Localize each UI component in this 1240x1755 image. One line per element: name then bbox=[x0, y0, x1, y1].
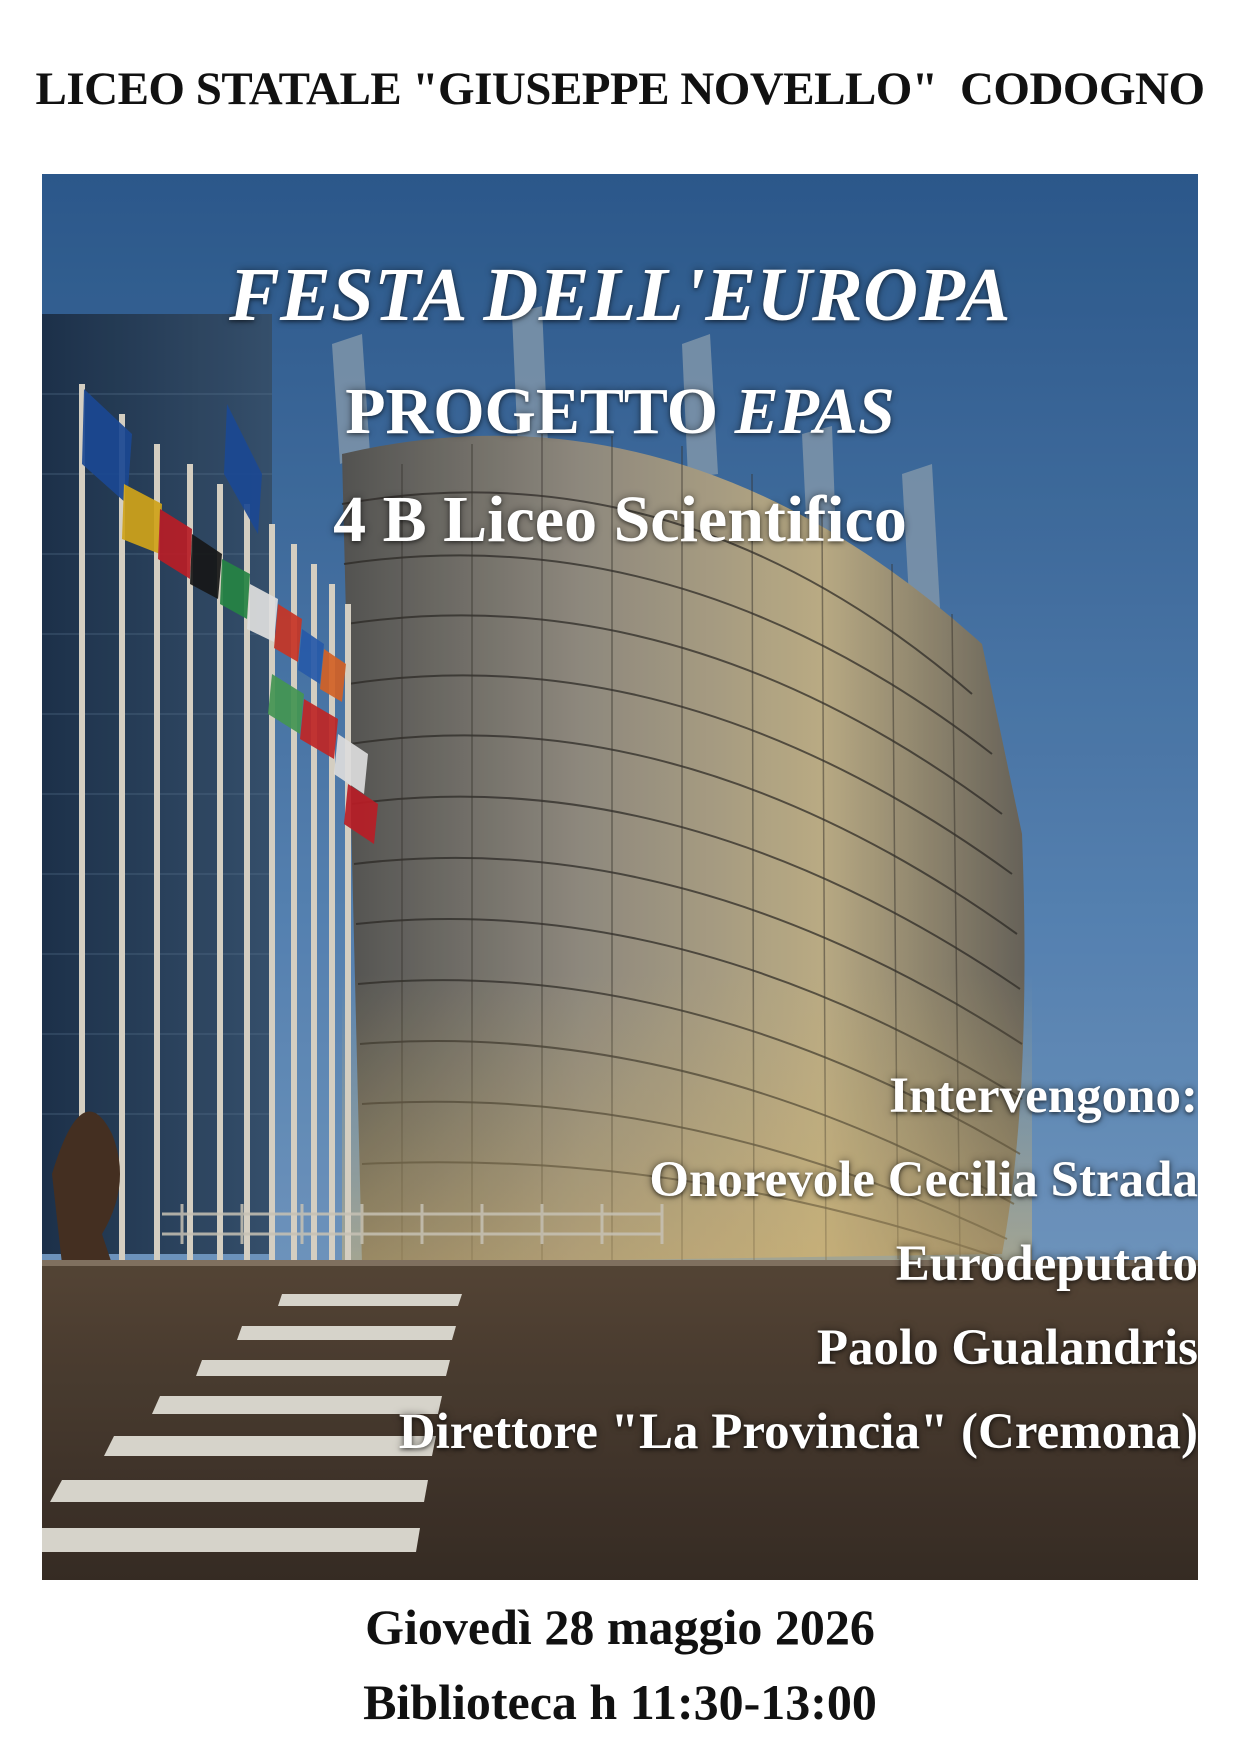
project-prefix: PROGETTO bbox=[345, 375, 719, 448]
project-line bbox=[42, 374, 1198, 450]
event-title: FESTA DELL'EUROPA bbox=[228, 253, 1012, 337]
speaker-line: Onorevole Cecilia Strada bbox=[649, 1152, 1198, 1208]
european-parliament-photo bbox=[42, 174, 1198, 1580]
speaker-line: Eurodeputato bbox=[895, 1236, 1198, 1292]
project-name: EPAS bbox=[734, 375, 895, 448]
speakers-intro: Intervengono: bbox=[889, 1068, 1198, 1124]
speaker-line: Direttore "La Provincia" (Cremona) bbox=[398, 1404, 1198, 1460]
event-date: Giovedì 28 maggio 2026 bbox=[365, 1599, 875, 1655]
class-name: 4 B Liceo Scientifico bbox=[333, 483, 907, 556]
speaker-line: Paolo Gualandris bbox=[816, 1320, 1198, 1376]
speakers-list bbox=[42, 1054, 1198, 1474]
event-place-time: Biblioteca h 11:30-13:00 bbox=[363, 1674, 877, 1730]
school-heading: LICEO STATALE "GIUSEPPE NOVELLO" CODOGNO bbox=[35, 63, 1205, 115]
